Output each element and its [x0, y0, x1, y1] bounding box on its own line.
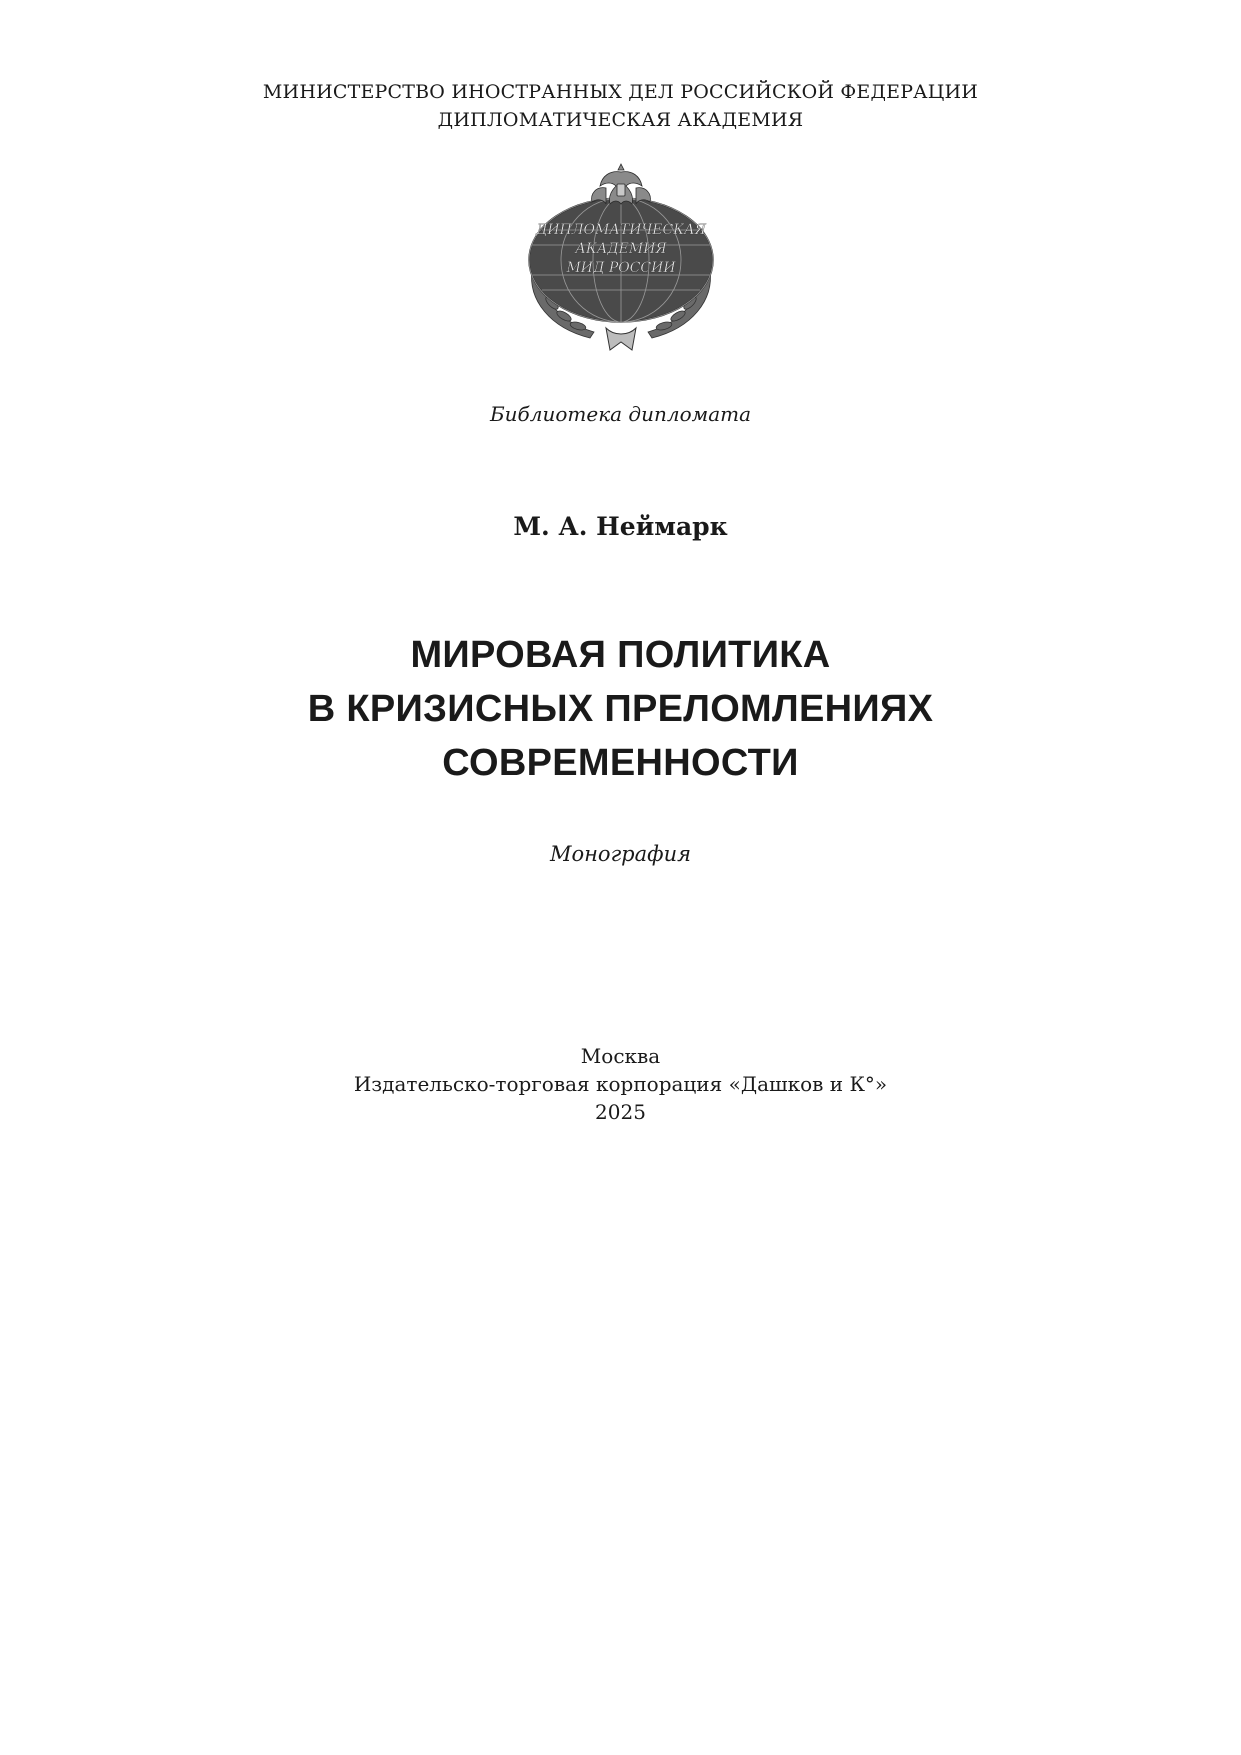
emblem-text-line-2: АКАДЕМИЯ [575, 241, 667, 257]
book-title-line-2: В КРИЗИСНЫХ ПРЕЛОМЛЕНИЯХ [307, 688, 934, 730]
series-name: Библиотека дипломата [489, 402, 752, 426]
emblem-text-line-3: МИД РОССИИ [566, 260, 676, 276]
academy-name: ДИПЛОМАТИЧЕСКАЯ АКАДЕМИЯ [437, 109, 804, 131]
imprint-publisher: Издательско-торговая корпорация «Дашков и К°» [353, 1072, 888, 1096]
emblem-text-line-1: ДИПЛОМАТИЧЕСКАЯ [536, 222, 706, 238]
imprint-year: 2025 [595, 1100, 646, 1124]
ministry-name: МИНИСТЕРСТВО ИНОСТРАННЫХ ДЕЛ РОССИЙСКОЙ ФЕДЕРАЦИИ [262, 81, 979, 103]
book-title-line-1: МИРОВАЯ ПОЛИТИКА [410, 634, 831, 676]
double-headed-eagle-icon [592, 164, 651, 204]
book-title-line-3: СОВРЕМЕННОСТИ [442, 742, 799, 784]
academy-emblem [520, 160, 722, 352]
author-name: М. А. Неймарк [513, 512, 728, 541]
imprint-city: Москва [580, 1044, 661, 1068]
ribbon-icon [606, 328, 636, 350]
book-genre: Монография [549, 842, 692, 866]
